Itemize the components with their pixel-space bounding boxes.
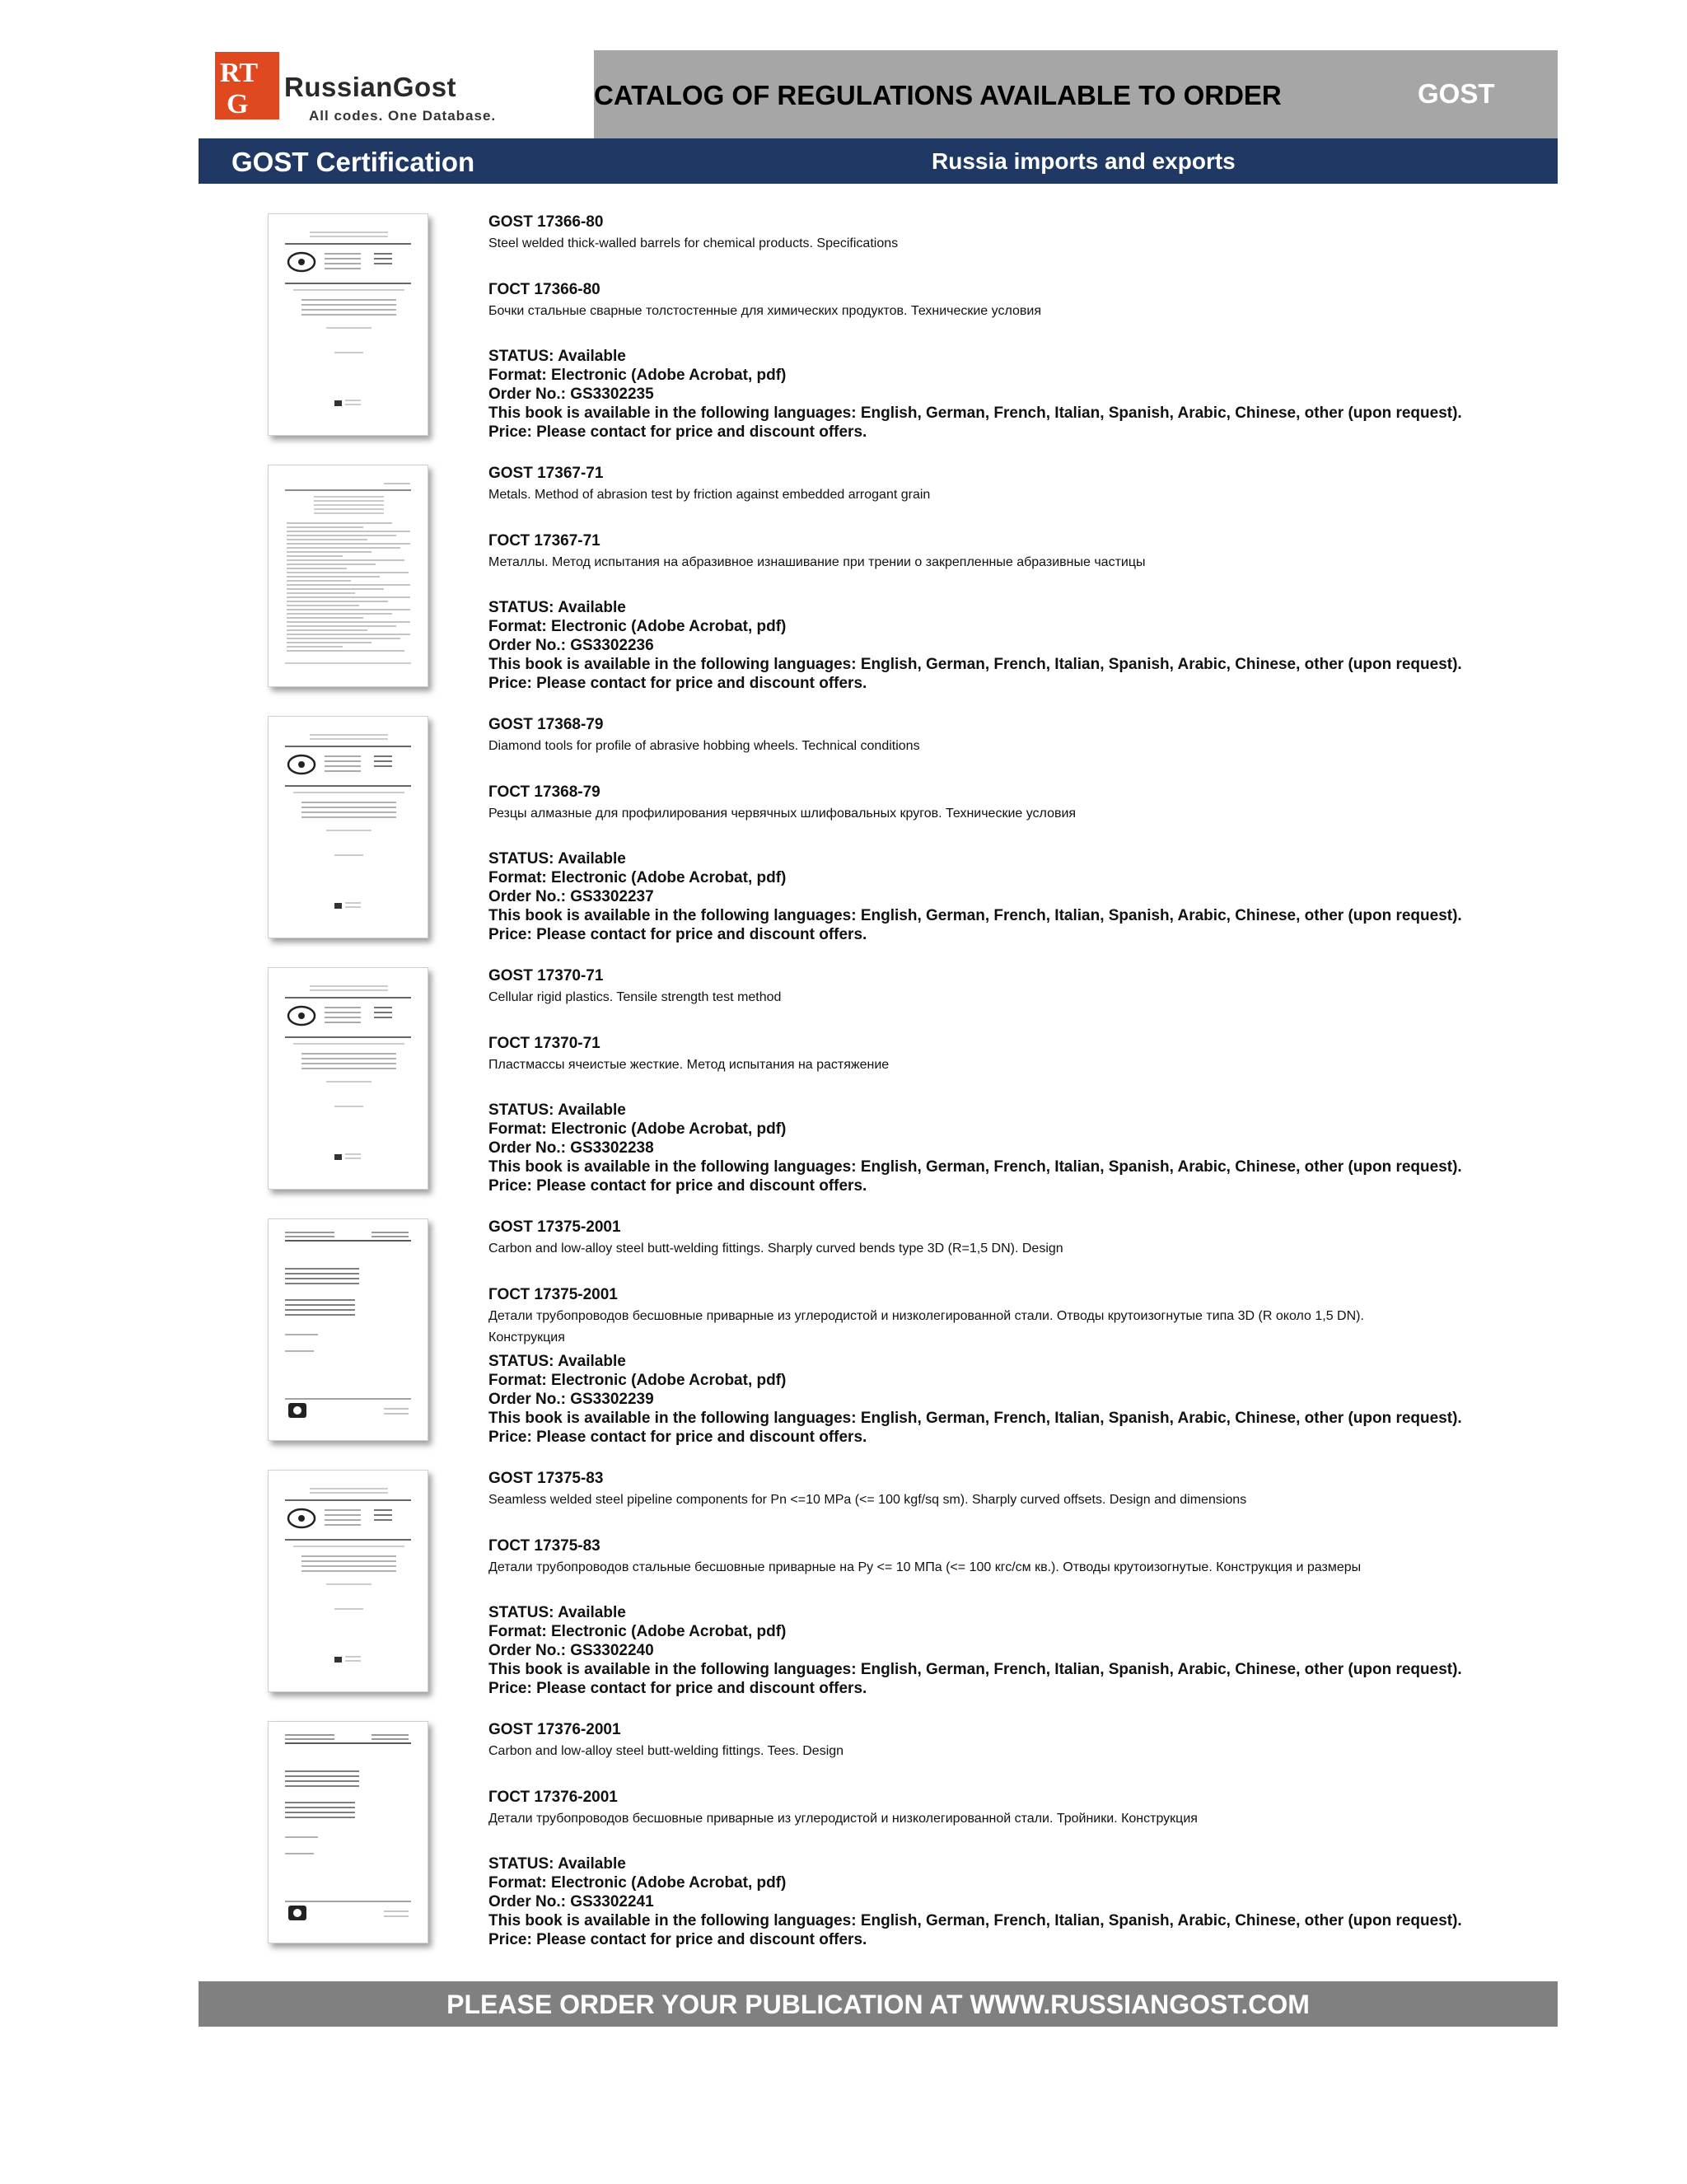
format-text: Format: Electronic (Adobe Acrobat, pdf) bbox=[488, 1372, 787, 1389]
gost-code-en: GOST 17376-2001 bbox=[488, 1721, 621, 1738]
entry-details bbox=[488, 463, 1559, 693]
languages-text: This book is available in the following languages: English, German, French, Italian, Spanish, Arabic, Chinese, other (upon request). bbox=[488, 1410, 1462, 1427]
document-cover-thumbnail[interactable] bbox=[268, 1218, 428, 1441]
document-cover-thumbnail[interactable] bbox=[268, 716, 428, 938]
entry-details bbox=[488, 966, 1559, 1195]
catalog-title: CATALOG OF REGULATIONS AVAILABLE TO ORDER bbox=[594, 80, 1282, 110]
title-ru: Детали трубопроводов бесшовные приварные из углеродистой и низколегированной стали. Отводы крутоизогнутые типа 3D (R около 1,5 DN). bbox=[488, 1309, 1364, 1323]
certification-label: GOST Certification bbox=[231, 147, 475, 177]
rtg-logo-icon bbox=[215, 52, 279, 119]
catalog-entry bbox=[0, 212, 1687, 451]
document-cover-thumbnail[interactable] bbox=[268, 1470, 428, 1692]
certification-banner bbox=[199, 138, 1558, 184]
price-text: Price: Please contact for price and discount offers. bbox=[488, 1931, 867, 1948]
status-text: STATUS: Available bbox=[488, 1353, 626, 1370]
gost-code-en: GOST 17375-83 bbox=[488, 1470, 604, 1487]
entry-details bbox=[488, 1719, 1559, 1949]
order-number: Order No.: GS3302237 bbox=[488, 888, 654, 905]
gost-code-ru: ГОСТ 17368-79 bbox=[488, 783, 600, 801]
title-en: Carbon and low-alloy steel butt-welding fittings. Sharply curved bends type 3D (R=1,5 DN). Design bbox=[488, 1242, 1063, 1256]
status-text: STATUS: Available bbox=[488, 1855, 626, 1873]
logo bbox=[199, 50, 594, 138]
status-text: STATUS: Available bbox=[488, 1101, 626, 1119]
price-text: Price: Please contact for price and discount offers. bbox=[488, 675, 867, 692]
title-en: Steel welded thick-walled barrels for chemical products. Specifications bbox=[488, 236, 899, 250]
title-ru: Детали трубопроводов стальные бесшовные приварные на Py <= 10 МПа (<= 100 кгс/см кв.). Отводы крутоизогнутые. Конструкция и размеры bbox=[488, 1560, 1362, 1574]
languages-text: This book is available in the following languages: English, German, French, Italian, Spanish, Arabic, Chinese, other (upon request). bbox=[488, 405, 1462, 422]
document-cover-thumbnail[interactable] bbox=[268, 967, 428, 1190]
status-text: STATUS: Available bbox=[488, 599, 626, 616]
order-number: Order No.: GS3302236 bbox=[488, 637, 654, 654]
title-en: Cellular rigid plastics. Tensile strength test method bbox=[488, 990, 782, 1004]
title-en: Metals. Method of abrasion test by friction against embedded arrogant grain bbox=[488, 488, 931, 502]
status-text: STATUS: Available bbox=[488, 850, 626, 868]
entry-details bbox=[488, 1217, 1559, 1447]
title-ru: Резцы алмазные для профилирования червячных шлифовальных кругов. Технические условия bbox=[488, 807, 1077, 821]
order-number: Order No.: GS3302241 bbox=[488, 1893, 654, 1910]
format-text: Format: Electronic (Adobe Acrobat, pdf) bbox=[488, 618, 787, 635]
document-cover-thumbnail[interactable] bbox=[268, 213, 428, 436]
languages-text: This book is available in the following languages: English, German, French, Italian, Spanish, Arabic, Chinese, other (upon request). bbox=[488, 1912, 1462, 1929]
svg-text:G: G bbox=[227, 89, 249, 119]
languages-text: This book is available in the following languages: English, German, French, Italian, Spanish, Arabic, Chinese, other (upon request). bbox=[488, 1158, 1462, 1176]
format-text: Format: Electronic (Adobe Acrobat, pdf) bbox=[488, 1874, 787, 1892]
languages-text: This book is available in the following languages: English, German, French, Italian, Spanish, Arabic, Chinese, other (upon request). bbox=[488, 1661, 1462, 1678]
order-number: Order No.: GS3302235 bbox=[488, 386, 654, 403]
title-ru: Пластмассы ячеистые жесткие. Метод испытания на растяжение bbox=[488, 1058, 890, 1072]
languages-text: This book is available in the following languages: English, German, French, Italian, Spanish, Arabic, Chinese, other (upon request). bbox=[488, 907, 1462, 924]
price-text: Price: Please contact for price and discount offers. bbox=[488, 926, 867, 943]
gost-code-ru: ГОСТ 17375-83 bbox=[488, 1537, 600, 1555]
format-text: Format: Electronic (Adobe Acrobat, pdf) bbox=[488, 869, 787, 886]
document-cover-thumbnail[interactable] bbox=[268, 465, 428, 687]
order-link-text[interactable]: PLEASE ORDER YOUR PUBLICATION AT WWW.RUSSIANGOST.COM bbox=[446, 1990, 1310, 2019]
order-footer bbox=[199, 1981, 1558, 2027]
gost-code-en: GOST 17367-71 bbox=[488, 465, 604, 482]
trade-label: Russia imports and exports bbox=[932, 148, 1236, 174]
title-ru: Детали трубопроводов бесшовные приварные из углеродистой и низколегированной стали. Тройники. Конструкция bbox=[488, 1812, 1198, 1826]
gost-code-ru: ГОСТ 17376-2001 bbox=[488, 1789, 618, 1806]
title-en: Diamond tools for profile of abrasive hobbing wheels. Technical conditions bbox=[488, 739, 920, 753]
gost-code-en: GOST 17368-79 bbox=[488, 716, 604, 733]
catalog-entry bbox=[0, 966, 1687, 1204]
catalog-banner bbox=[594, 50, 1558, 138]
price-text: Price: Please contact for price and discount offers. bbox=[488, 1429, 867, 1446]
catalog-entry bbox=[0, 714, 1687, 953]
languages-text: This book is available in the following languages: English, German, French, Italian, Spanish, Arabic, Chinese, other (upon request). bbox=[488, 656, 1462, 673]
title-ru: Металлы. Метод испытания на абразивное изнашивание при трении о закрепленные абразивные частицы bbox=[488, 555, 1146, 569]
price-text: Price: Please contact for price and discount offers. bbox=[488, 1177, 867, 1195]
logo-name: RussianGost bbox=[284, 72, 457, 102]
svg-text:RT: RT bbox=[220, 58, 259, 88]
format-text: Format: Electronic (Adobe Acrobat, pdf) bbox=[488, 367, 787, 384]
gost-code-ru: ГОСТ 17375-2001 bbox=[488, 1286, 618, 1303]
gost-code-en: GOST 17375-2001 bbox=[488, 1218, 621, 1236]
gost-code-en: GOST 17366-80 bbox=[488, 213, 604, 231]
gost-code-ru: ГОСТ 17367-71 bbox=[488, 532, 600, 550]
title-en: Carbon and low-alloy steel butt-welding fittings. Tees. Design bbox=[488, 1744, 844, 1758]
gost-code-en: GOST 17370-71 bbox=[488, 967, 604, 984]
price-text: Price: Please contact for price and discount offers. bbox=[488, 1680, 867, 1697]
catalog-entry bbox=[0, 1217, 1687, 1456]
title-ru: Бочки стальные сварные толстостенные для химических продуктов. Технические условия bbox=[488, 304, 1041, 318]
order-number: Order No.: GS3302239 bbox=[488, 1391, 654, 1408]
gost-label: GOST bbox=[1418, 78, 1495, 109]
format-text: Format: Electronic (Adobe Acrobat, pdf) bbox=[488, 1623, 787, 1640]
gost-code-ru: ГОСТ 17366-80 bbox=[488, 281, 600, 298]
catalog-entry bbox=[0, 1719, 1687, 1958]
catalog-entry bbox=[0, 463, 1687, 702]
gost-code-ru: ГОСТ 17370-71 bbox=[488, 1035, 600, 1052]
document-cover-thumbnail[interactable] bbox=[268, 1721, 428, 1943]
page-header bbox=[199, 50, 1558, 138]
catalog-entry bbox=[0, 1468, 1687, 1707]
entry-details bbox=[488, 714, 1559, 944]
status-text: STATUS: Available bbox=[488, 348, 626, 365]
logo-tagline: All codes. One Database. bbox=[309, 108, 497, 124]
status-text: STATUS: Available bbox=[488, 1604, 626, 1621]
format-text: Format: Electronic (Adobe Acrobat, pdf) bbox=[488, 1120, 787, 1138]
order-number: Order No.: GS3302238 bbox=[488, 1139, 654, 1157]
order-number: Order No.: GS3302240 bbox=[488, 1642, 654, 1659]
title-en: Seamless welded steel pipeline components for Pn <=10 MPa (<= 100 kgf/sq sm). Sharply curved offsets. Design and dimensions bbox=[488, 1493, 1247, 1507]
price-text: Price: Please contact for price and discount offers. bbox=[488, 423, 867, 441]
entry-details bbox=[488, 212, 1559, 442]
entry-details bbox=[488, 1468, 1559, 1698]
title-ru-continued: Конструкция bbox=[488, 1331, 565, 1345]
